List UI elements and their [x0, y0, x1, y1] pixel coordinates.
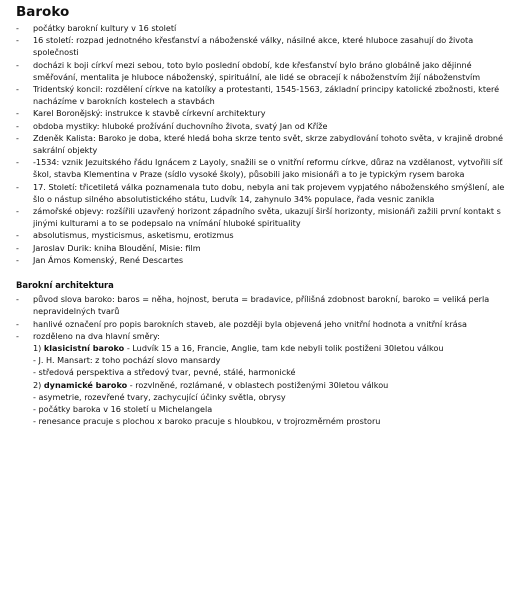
- sub-point-line: - J. H. Mansart: z toho pochází slovo mansardy: [33, 355, 221, 366]
- sub-point-text: - Ludvík 15 a 16, Francie, Anglie, tam kde nebyli tolik postiženi 30letou válkou: [124, 343, 444, 354]
- sub-point-dynamic: [16, 379, 506, 391]
- list-item: - hanlivé označení pro popis barokních staveb, ale později byla objevená jeho vnitřní hodnota a vnitřní krása: [16, 318, 506, 330]
- sub-point-text: - rozvlněné, rozlámané, v oblastech postiženými 30letou válkou: [127, 379, 389, 390]
- sub-point-line: - asymetrie, rozevřené tvary, zachycující účinky světla, obrysy: [33, 391, 286, 402]
- architecture-notes-list: [16, 293, 506, 342]
- section-spacer: [16, 266, 506, 279]
- baroque-notes-list: [16, 22, 506, 266]
- document-title: Baroko: [16, 4, 70, 20]
- sub-point-classicist: [16, 342, 506, 354]
- sub-point-number: 1): [33, 343, 44, 354]
- list-item: - Jan Ámos Komenský, René Descartes: [16, 254, 506, 266]
- sub-point-line: - počátky baroka v 16 století u Michelangela: [33, 404, 213, 415]
- section-heading: Barokní architektura: [16, 280, 114, 291]
- sub-point-number: 2): [33, 379, 44, 390]
- list-item: - 17. Století: třicetiletá válka poznamenala tuto dobu, nebyla ani tak projevem vypjatého náboženského smýšlení, ale šlo o nástup silného absolutistického státu, Ludvík 14, zahynulo 34% populace, řada vesnic zanikla: [16, 181, 506, 205]
- sub-point-title: klasicistní baroko: [43, 343, 125, 354]
- list-item: - rozděleno na dva hlavní směry:: [16, 330, 506, 342]
- sub-point-line: - středová perspektiva a středový tvar, pevné, stálé, harmonické: [33, 367, 296, 378]
- list-item: - docházi k boji církví mezi sebou, toto bylo poslední období, kde křesťanství bylo bráno globálně jako dějinné směřování, mentalita je hluboce náboženský, spirituální, ale lidé se obracejí k náboženstvím žijí náboženstvím: [16, 59, 506, 83]
- list-item: - Tridentský koncil: rozdělení církve na katolíky a protestanti, 1545-1563, základní principy katolické zbožnosti, které nacházíme v barokních kostelech a stavbách: [16, 83, 506, 107]
- list-item: - 16 století: rozpad jednotného křesťanství a náboženské války, násilné akce, které hluboce zasahují do života společnosti: [16, 34, 506, 58]
- list-item: - počátky barokní kultury v 16 století: [16, 22, 506, 34]
- list-item: - Jaroslav Durik: kniha Bloudění, Misie: film: [16, 242, 506, 254]
- list-item: - absolutismus, mysticismus, asketismu, erotizmus: [16, 229, 506, 241]
- sub-point-line: - renesance pracuje s plochou x baroko pracuje s hloubkou, v trojrozměrném prostoru: [33, 416, 381, 427]
- list-item: - obdoba mystiky: hluboké prožívání duchovního života, svatý Jan od Kříže: [16, 120, 506, 132]
- list-item: - Zdeněk Kalista: Baroko je doba, které hledá boha skrze tento svět, skrze zabydlování tohoto světa, v krajině drobné sakrální objekty: [16, 132, 506, 156]
- list-item: - původ slova baroko: baros = něha, hojnost, beruta = bradavice, přílišná zdobnost barokní, baroko = veliká perla nepravidelných tvarů: [16, 293, 506, 317]
- sub-point-title: dynamické baroko: [43, 379, 128, 390]
- list-item: - Karel Boronějský: instrukce k stavbě církevní architektury: [16, 107, 506, 119]
- list-item: - zámořské objevy: rozšířili uzavřený horizont západního světa, ukazují širší horizonty, misionáři zažili první kontakt s jinými kulturami a to se podepsalo na vnímání hluboké spirituality: [16, 205, 506, 229]
- list-item: - -1534: vznik Jezuitského řádu Ignácem z Layoly, snažili se o vnitřní reformu církve, důraz na vzdělanost, vytvořili síť škol, stavba Klementina v Praze (sídlo vysoké školy), působili jako misionáři a to je typickým rysem baroka: [16, 156, 506, 180]
